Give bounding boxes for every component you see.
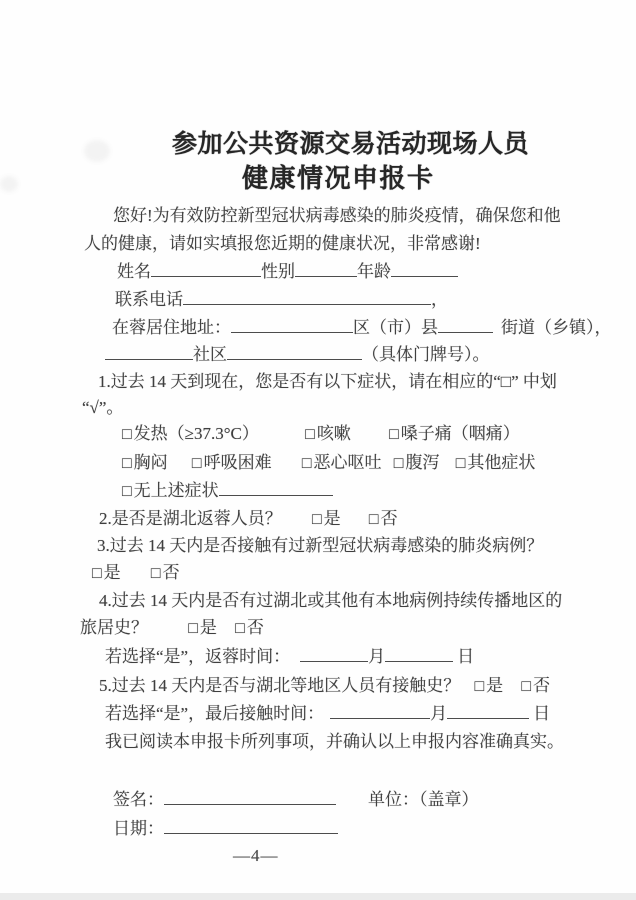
phone-label: 联系电话 (115, 290, 183, 309)
scan-bottom-edge (0, 893, 636, 900)
house-number-label: （具体门牌号）。 (362, 345, 490, 364)
question3-text: 3.过去 14 天内是否接触有过新型冠状病毒感染的肺炎病例？ (97, 536, 544, 555)
phone-blank[interactable] (183, 289, 431, 305)
gender-blank[interactable] (295, 261, 357, 277)
address-row2 (105, 344, 490, 366)
symptom-option: □ 嗓子痛（咽痛） (389, 423, 520, 446)
form-title-line1: 参加公共资源交易活动现场人员 (172, 130, 530, 158)
form-title-line2: 健康情况申报卡 (242, 163, 435, 193)
county-blank[interactable] (438, 317, 493, 333)
checkbox-icon[interactable]: □ (92, 565, 102, 582)
question5-row (99, 675, 550, 698)
contact-month-blank[interactable] (330, 703, 430, 719)
question4-line1: 4.过去 14 天内是否有过湖北或其他有本地病例持续传播地区的 (99, 591, 563, 610)
scan-smudge (84, 140, 110, 162)
checkbox-icon[interactable]: □ (393, 455, 404, 472)
checkbox-icon[interactable]: □ (188, 620, 198, 637)
name-label: 姓名 (117, 262, 151, 281)
sign-label: 签名： (113, 790, 164, 809)
district-blank[interactable] (231, 317, 353, 333)
name-row (117, 261, 458, 283)
symptom-row3 (122, 480, 333, 503)
symptom-row2 (122, 452, 535, 475)
question2-row (99, 508, 398, 531)
date-label: 日期： (113, 819, 164, 838)
no-option: □ 否 (235, 617, 264, 640)
address-row1 (112, 317, 612, 339)
phone-comma: ， (431, 290, 448, 309)
checkbox-icon[interactable]: □ (301, 455, 312, 472)
phone-row (115, 289, 448, 311)
yes-option: □ 是 (312, 508, 341, 531)
symptom-option: □ 腹泻 (394, 452, 440, 475)
checkbox-icon[interactable]: □ (122, 426, 132, 443)
question2-text: 2.是否是湖北返蓉人员？ (99, 509, 282, 528)
age-label: 年龄 (357, 262, 391, 281)
age-blank[interactable] (391, 261, 458, 277)
symptom-option: □ 咳嗽 (305, 423, 351, 446)
question3-answers (92, 562, 180, 585)
checkbox-icon[interactable]: □ (150, 565, 161, 582)
return-day-blank[interactable] (385, 646, 453, 662)
date-blank[interactable] (164, 818, 338, 834)
day-label: 日 (457, 647, 475, 666)
yes-option: □ 是 (92, 562, 121, 585)
checkbox-icon[interactable]: □ (455, 455, 466, 472)
symptom-option: □ 胸闷 (122, 452, 168, 475)
symptom-row1 (122, 423, 520, 446)
symptom-option: □ 恶心呕吐 (302, 452, 382, 475)
checkbox-icon[interactable]: □ (368, 511, 379, 528)
signature-row (113, 789, 479, 811)
checkbox-icon[interactable]: □ (312, 511, 322, 528)
signature-blank[interactable] (164, 789, 336, 805)
symptom-option: □ 其他症状 (456, 452, 536, 475)
symptom-option: □ 呼吸困难 (192, 452, 272, 475)
name-blank[interactable] (151, 261, 261, 277)
no-option: □ 否 (151, 562, 180, 585)
gender-label: 性别 (261, 262, 295, 281)
checkbox-icon[interactable]: □ (389, 426, 399, 443)
return-time-label: 若选择“是”，返蓉时间： (105, 647, 291, 666)
scan-smudge (0, 176, 18, 192)
day-label: 日 (533, 704, 551, 723)
street-label: 街道（乡镇）， (501, 318, 612, 337)
question5-text: 5.过去 14 天内是否与湖北等地区人员有接触史？ (99, 676, 461, 695)
yes-option: □ 是 (475, 675, 504, 698)
street-blank[interactable] (105, 344, 193, 360)
page-number: —4— (233, 846, 279, 865)
community-label: 社区 (193, 345, 227, 364)
checkbox-icon[interactable]: □ (235, 620, 245, 637)
contact-day-blank[interactable] (447, 703, 529, 719)
month-label: 月 (368, 647, 386, 666)
question5-followup (105, 703, 550, 725)
intro-line2: 人的健康，请如实填报您近期的健康状况，非常感谢! (84, 234, 481, 253)
community-blank[interactable] (227, 344, 362, 360)
question4-line2-text: 旅居史？ (80, 618, 148, 637)
unit-label: 单位：（盖章） (368, 790, 479, 809)
date-row (113, 818, 338, 840)
checkbox-icon[interactable]: □ (122, 455, 132, 472)
symptom-option-none: □ 无上述症状 (122, 480, 219, 503)
checkbox-icon[interactable]: □ (122, 483, 132, 500)
return-month-blank[interactable] (300, 646, 368, 662)
other-symptom-blank[interactable] (219, 480, 333, 496)
yes-option: □ 是 (188, 617, 217, 640)
checkbox-icon[interactable]: □ (521, 678, 532, 695)
no-option: □ 否 (369, 508, 398, 531)
address-label: 在蓉居住地址： (112, 318, 231, 337)
question4-followup (105, 646, 474, 668)
no-option: □ 否 (521, 675, 550, 698)
question1-line1: 1.过去 14 天到现在，您是否有以下症状，请在相应的“□” 中划 (98, 372, 557, 391)
checkbox-icon[interactable]: □ (305, 426, 315, 443)
question4-line2 (80, 617, 264, 640)
last-contact-time-label: 若选择“是”，最后接触时间： (105, 704, 325, 723)
month-label: 月 (430, 704, 448, 723)
district-label: 区（市）县 (353, 318, 438, 337)
intro-line1: 您好!为有效防控新型冠状病毒感染的肺炎疫情，确保您和他 (113, 206, 561, 225)
checkbox-icon[interactable]: □ (191, 455, 202, 472)
confirmation-text: 我已阅读本申报卡所列事项，并确认以上申报内容准确真实。 (105, 732, 564, 751)
checkbox-icon[interactable]: □ (474, 678, 485, 695)
symptom-option: □ 发热（≥37.3°C） (122, 423, 259, 446)
question1-line2: “√”。 (82, 398, 124, 417)
